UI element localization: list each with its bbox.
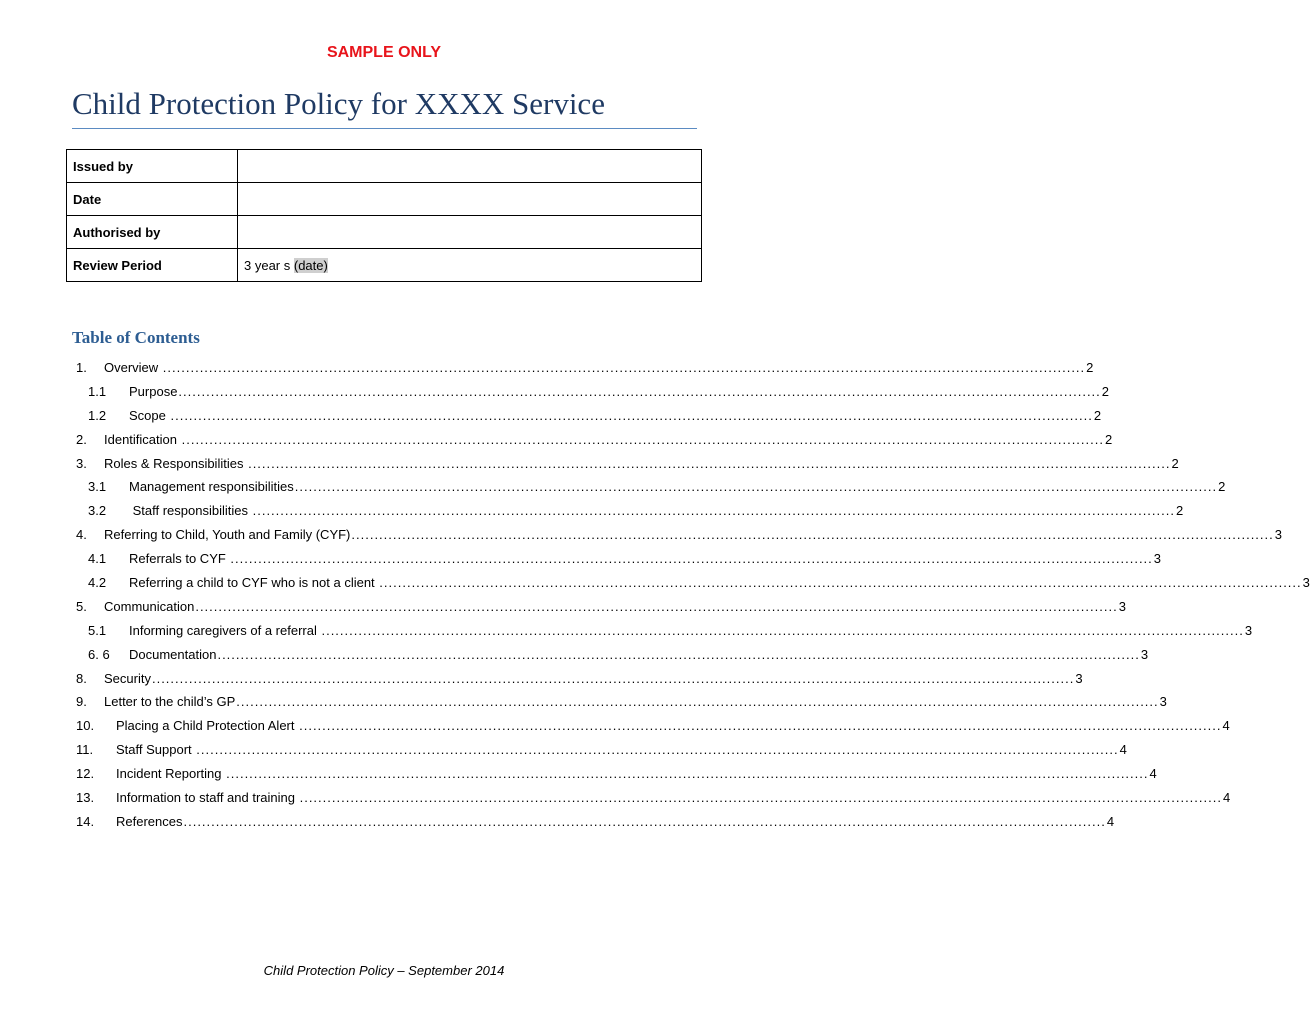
toc-entry-page: 3 [1302,575,1310,591]
toc-entry-line [129,620,1253,642]
toc-entry-line [104,524,1282,546]
toc-entry-number: 4. [76,527,87,543]
toc-entry[interactable] [0,453,1179,477]
toc-entry-title: Management responsibilities [129,479,294,495]
toc-entry-title: Roles & Responsibilities [104,455,248,471]
toc-entry-number: 14. [76,813,95,829]
toc-dot-leader: ........................................................................................................................................................................................................ [252,503,1175,519]
toc-entry-title: Security [104,670,151,686]
toc-entry-title: Communication [104,598,195,614]
toc-entry-page: 2 [1218,479,1226,495]
toc-entry[interactable] [0,548,1162,572]
toc-entry-page: 4 [1119,742,1127,758]
toc-entry-page: 4 [1106,813,1115,829]
table-row [67,249,702,282]
toc-entry-number: 5. [76,598,87,614]
toc-dot-leader: ........................................................................................................................................................................................................ [299,790,1222,806]
toc-entry[interactable] [0,811,1115,835]
table-of-contents [0,357,1310,835]
toc-entry-line [116,763,1157,785]
toc-heading: Table of Contents [72,328,200,347]
toc-entry-number: 5.1 [88,622,107,638]
toc-dot-leader: ........................................................................................................................................................................................................ [196,742,1119,758]
toc-entry-title: Purpose [129,383,178,399]
review-period-date-highlight: (date) [293,257,328,273]
toc-entry[interactable] [0,429,1113,453]
toc-entry-title: Incident Reporting [116,766,226,782]
toc-entry-page: 2 [1171,455,1179,471]
toc-entry-number: 2. [76,431,87,447]
toc-entry-number: 3. [76,455,87,471]
toc-entry-line [129,572,1310,594]
toc-entry-line [116,715,1230,737]
toc-entry-title: Referrals to CYF [129,551,230,567]
table-row [67,183,702,216]
date-value [238,183,702,216]
toc-entry-line [104,596,1126,618]
toc-entry[interactable] [0,763,1157,787]
toc-entry-title: Referring a child to CYF who is not a client [129,575,379,591]
review-period-label: Review Period [67,249,238,282]
toc-entry-title: Documentation [129,646,217,662]
toc-entry-line [129,476,1226,498]
toc-entry[interactable] [0,620,1253,644]
authorised-by-value [238,216,702,249]
toc-entry[interactable] [0,644,1149,668]
toc-entry[interactable] [0,476,1226,500]
toc-dot-leader: ........................................................................................................................................................................................................ [236,694,1159,710]
toc-entry-line [116,811,1115,833]
toc-entry-page: 3 [1118,598,1126,614]
toc-dot-leader: ........................................................................................................................................................................................................ [321,622,1244,638]
toc-entry-line [104,668,1083,690]
toc-entry-line [116,739,1127,761]
toc-entry-title: References [116,813,183,829]
issued-by-label: Issued by [67,150,238,183]
toc-entry[interactable] [0,739,1127,763]
toc-entry-page: 2 [1086,360,1094,375]
toc-dot-leader: ........................................................................................................................................................................................................ [230,551,1153,567]
toc-entry-number: 13. [76,790,95,806]
toc-entry-title: Placing a Child Protection Alert [116,718,299,734]
toc-entry-line [104,691,1167,713]
page-title: Child Protection Policy for XXXX Service [72,86,605,121]
toc-entry-page: 4 [1149,766,1157,782]
toc-entry[interactable] [0,787,1231,811]
toc-entry-number: 11. [76,742,94,758]
toc-entry-line [129,405,1102,427]
toc-entry-page: 2 [1093,407,1102,423]
toc-entry-line [129,644,1149,666]
toc-entry-line [129,381,1110,403]
toc-dot-leader: ........................................................................................................................................................................................................ [248,455,1171,471]
toc-dot-leader: ........................................................................................................................................................................................................ [351,527,1274,543]
toc-entry-page: 3 [1140,646,1149,662]
toc-dot-leader: ........................................................................................................................................................................................................ [379,575,1302,591]
toc-dot-leader: ........................................................................................................................................................................................................ [170,407,1093,423]
toc-entry-page: 3 [1075,670,1083,686]
toc-entry[interactable] [0,596,1126,620]
toc-entry-title: Staff responsibilities [129,503,252,519]
toc-dot-leader: ........................................................................................................................................................................................................ [195,598,1118,614]
toc-entry-number: 3.2 [88,503,107,519]
toc-entry-page: 4 [1222,718,1230,734]
toc-dot-leader: ........................................................................................................................................................................................................ [151,670,1075,686]
toc-dot-leader: ........................................................................................................................................................................................................ [183,813,1106,829]
toc-dot-leader: ........................................................................................................................................................................................................ [294,479,1218,495]
toc-entry-number: 1.1 [88,383,107,399]
date-label: Date [67,183,238,216]
toc-entry-line [104,429,1113,451]
toc-entry-number: 4.1 [88,551,107,567]
toc-entry-number: 8. [76,670,87,686]
table-row [67,216,702,249]
toc-entry-page: 2 [1104,431,1113,447]
toc-entry[interactable] [0,715,1230,739]
toc-entry-number: 10. [76,718,95,734]
toc-entry-title: Information to staff and training [116,790,299,806]
toc-entry[interactable] [0,691,1167,715]
toc-entry-title: Staff Support [116,742,196,758]
review-period-text: 3 year s [244,257,294,273]
toc-entry-title: Identification [104,431,181,447]
toc-entry[interactable] [0,572,1310,596]
toc-entry-number: 3.1 [88,479,107,495]
toc-entry-number: 4.2 [88,575,107,591]
toc-entry[interactable] [0,357,1094,381]
table-row [67,150,702,183]
toc-entry-page: 3 [1159,694,1167,710]
title-divider [72,128,697,129]
toc-entry-title: Informing caregivers of a referral [129,622,321,638]
toc-entry-line [129,500,1184,522]
toc-entry-page: 3 [1153,551,1162,567]
toc-entry-line [104,357,1094,379]
document-info-table [66,149,702,282]
toc-entry[interactable] [0,405,1102,429]
toc-entry-line [129,548,1162,570]
toc-entry-line [116,787,1231,809]
toc-entry-line [104,453,1179,475]
toc-dot-leader: ........................................................................................................................................................................................................ [299,718,1222,734]
toc-entry[interactable] [0,500,1184,524]
toc-entry-title: Overview [104,360,162,375]
toc-dot-leader: ........................................................................................................................................................................................................ [178,383,1101,399]
toc-entry-page: 3 [1244,622,1253,638]
toc-entry-page: 3 [1274,527,1282,543]
toc-entry-page: 2 [1175,503,1184,519]
toc-entry-title: Referring to Child, Youth and Family (CYF) [104,527,351,543]
toc-entry[interactable] [0,524,1282,548]
toc-dot-leader: ........................................................................................................................................................................................................ [162,360,1086,375]
toc-entry-title: Scope [129,407,170,423]
issued-by-value [238,150,702,183]
authorised-by-label: Authorised by [67,216,238,249]
review-period-value [238,249,702,282]
toc-entry-page: 4 [1222,790,1231,806]
toc-entry-number: 1. [76,360,87,375]
toc-entry[interactable] [0,668,1083,692]
toc-entry-number: 6. 6 [88,646,110,662]
toc-entry[interactable] [0,381,1110,405]
toc-entry-page: 2 [1101,383,1110,399]
toc-entry-number: 12. [76,766,95,782]
toc-entry-number: 9. [76,694,87,710]
toc-dot-leader: ........................................................................................................................................................................................................ [217,646,1140,662]
toc-entry-title: Letter to the child’s GP [104,694,236,710]
toc-dot-leader: ........................................................................................................................................................................................................ [181,431,1104,447]
page-footer: Child Protection Policy – September 2014 [263,963,505,978]
toc-dot-leader: ........................................................................................................................................................................................................ [226,766,1149,782]
toc-entry-number: 1.2 [88,407,107,423]
sample-only-label: SAMPLE ONLY [326,44,442,61]
